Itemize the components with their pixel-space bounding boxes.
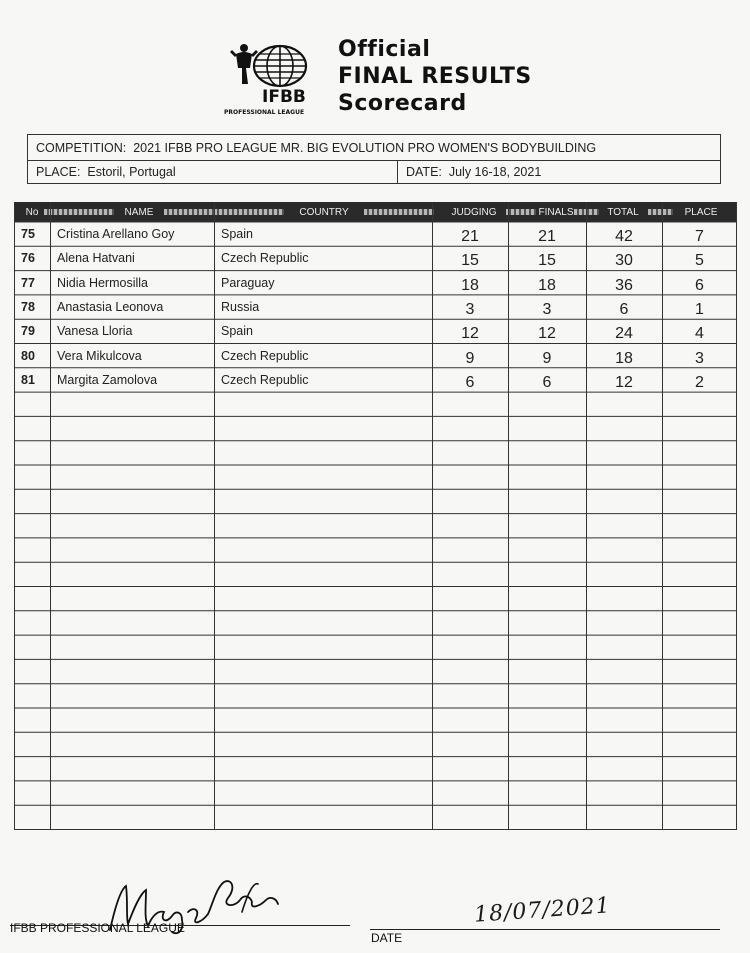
cell-judging: 6: [465, 373, 475, 391]
cell-total: 24: [615, 325, 633, 343]
cell-country: Paraguay: [221, 275, 275, 290]
cell-no: 77: [21, 275, 35, 290]
cell-finals: 3: [542, 301, 552, 319]
cell-total: 12: [615, 373, 633, 391]
cell-judging: 12: [461, 325, 479, 343]
place-value: Estoril, Portugal: [87, 165, 176, 179]
cell-country: Russia: [221, 300, 260, 315]
cell-country: Spain: [221, 227, 253, 242]
cell-name: Cristina Arellano Goy: [57, 227, 175, 242]
cell-finals: 21: [538, 228, 556, 246]
col-header-judging: JUDGING: [451, 206, 497, 218]
date-field: [398, 160, 541, 184]
scorecard-title: [338, 36, 532, 117]
place-field: [28, 160, 176, 184]
cell-total: 18: [615, 349, 633, 367]
cell-no: 79: [21, 324, 35, 339]
cell-name: Anastasia Leonova: [57, 300, 164, 315]
col-header-place: PLACE: [684, 206, 718, 218]
competition-field: [28, 135, 596, 160]
col-header-no: No: [25, 206, 39, 218]
date-signature-label: DATE: [371, 931, 403, 945]
results-table: [14, 202, 737, 840]
cell-place: 4: [695, 325, 704, 343]
competition-value: 2021 IFBB PRO LEAGUE MR. BIG EVOLUTION PRO WOMEN'S BODYBUILDING: [133, 140, 597, 155]
cell-name: Alena Hatvani: [57, 251, 135, 266]
cell-country: Czech Republic: [221, 348, 309, 363]
league-signature-label: IFBB PROFESSIONAL LEAGUE: [10, 921, 185, 935]
col-header-name: NAME: [124, 206, 154, 218]
handwritten-date: 18/07/2021: [473, 893, 612, 928]
cell-no: 78: [21, 300, 35, 315]
ifbb-logo: [222, 38, 330, 118]
cell-judging: 9: [465, 349, 475, 367]
cell-judging: 3: [465, 301, 475, 319]
cell-place: 2: [695, 373, 704, 391]
date-line: [370, 929, 720, 930]
cell-total: 36: [615, 276, 633, 294]
logo-text: IFBB: [262, 87, 306, 107]
logo-subtext: PROFESSIONAL LEAGUE: [224, 109, 305, 116]
cell-finals: 9: [542, 349, 552, 367]
cell-judging: 21: [461, 228, 479, 246]
cell-finals: 6: [542, 373, 552, 391]
cell-place: 3: [695, 349, 704, 367]
cell-no: 75: [21, 227, 35, 242]
competition-row: [28, 135, 720, 161]
cell-name: Vera Mikulcova: [57, 348, 142, 363]
cell-name: Vanesa Lloria: [57, 324, 133, 339]
date-label: DATE:: [406, 165, 442, 179]
cell-name: Margita Zamolova: [57, 372, 158, 387]
col-header-country: COUNTRY: [299, 206, 349, 218]
title-line-3: Scorecard: [338, 91, 467, 116]
competition-info-box: [27, 134, 721, 184]
title-line-1: Official: [338, 37, 431, 62]
title-line-2: FINAL RESULTS: [338, 64, 532, 89]
cell-finals: 12: [538, 325, 556, 343]
place-label: PLACE:: [36, 165, 81, 179]
competition-label: COMPETITION:: [36, 140, 127, 155]
cell-no: 76: [21, 251, 35, 266]
cell-place: 7: [695, 228, 704, 246]
cell-place: 5: [695, 252, 704, 270]
cell-country: Spain: [221, 324, 253, 339]
cell-total: 42: [615, 228, 633, 246]
cell-no: 80: [21, 348, 35, 363]
cell-finals: 18: [538, 276, 556, 294]
col-header-finals: FINALS: [538, 206, 574, 218]
cell-judging: 15: [461, 252, 479, 270]
place-date-row: [28, 160, 720, 184]
cell-country: Czech Republic: [221, 251, 309, 266]
cell-place: 1: [695, 301, 704, 319]
col-header-total: TOTAL: [607, 206, 639, 218]
cell-judging: 18: [461, 276, 479, 294]
cell-country: Czech Republic: [221, 372, 309, 387]
cell-finals: 15: [538, 252, 556, 270]
globe-icon: [254, 46, 306, 86]
cell-name: Nidia Hermosilla: [57, 275, 148, 290]
cell-total: 30: [615, 252, 633, 270]
cell-place: 6: [695, 276, 704, 294]
cell-no: 81: [21, 372, 35, 387]
date-value: July 16-18, 2021: [448, 165, 542, 179]
cell-total: 6: [619, 301, 629, 319]
